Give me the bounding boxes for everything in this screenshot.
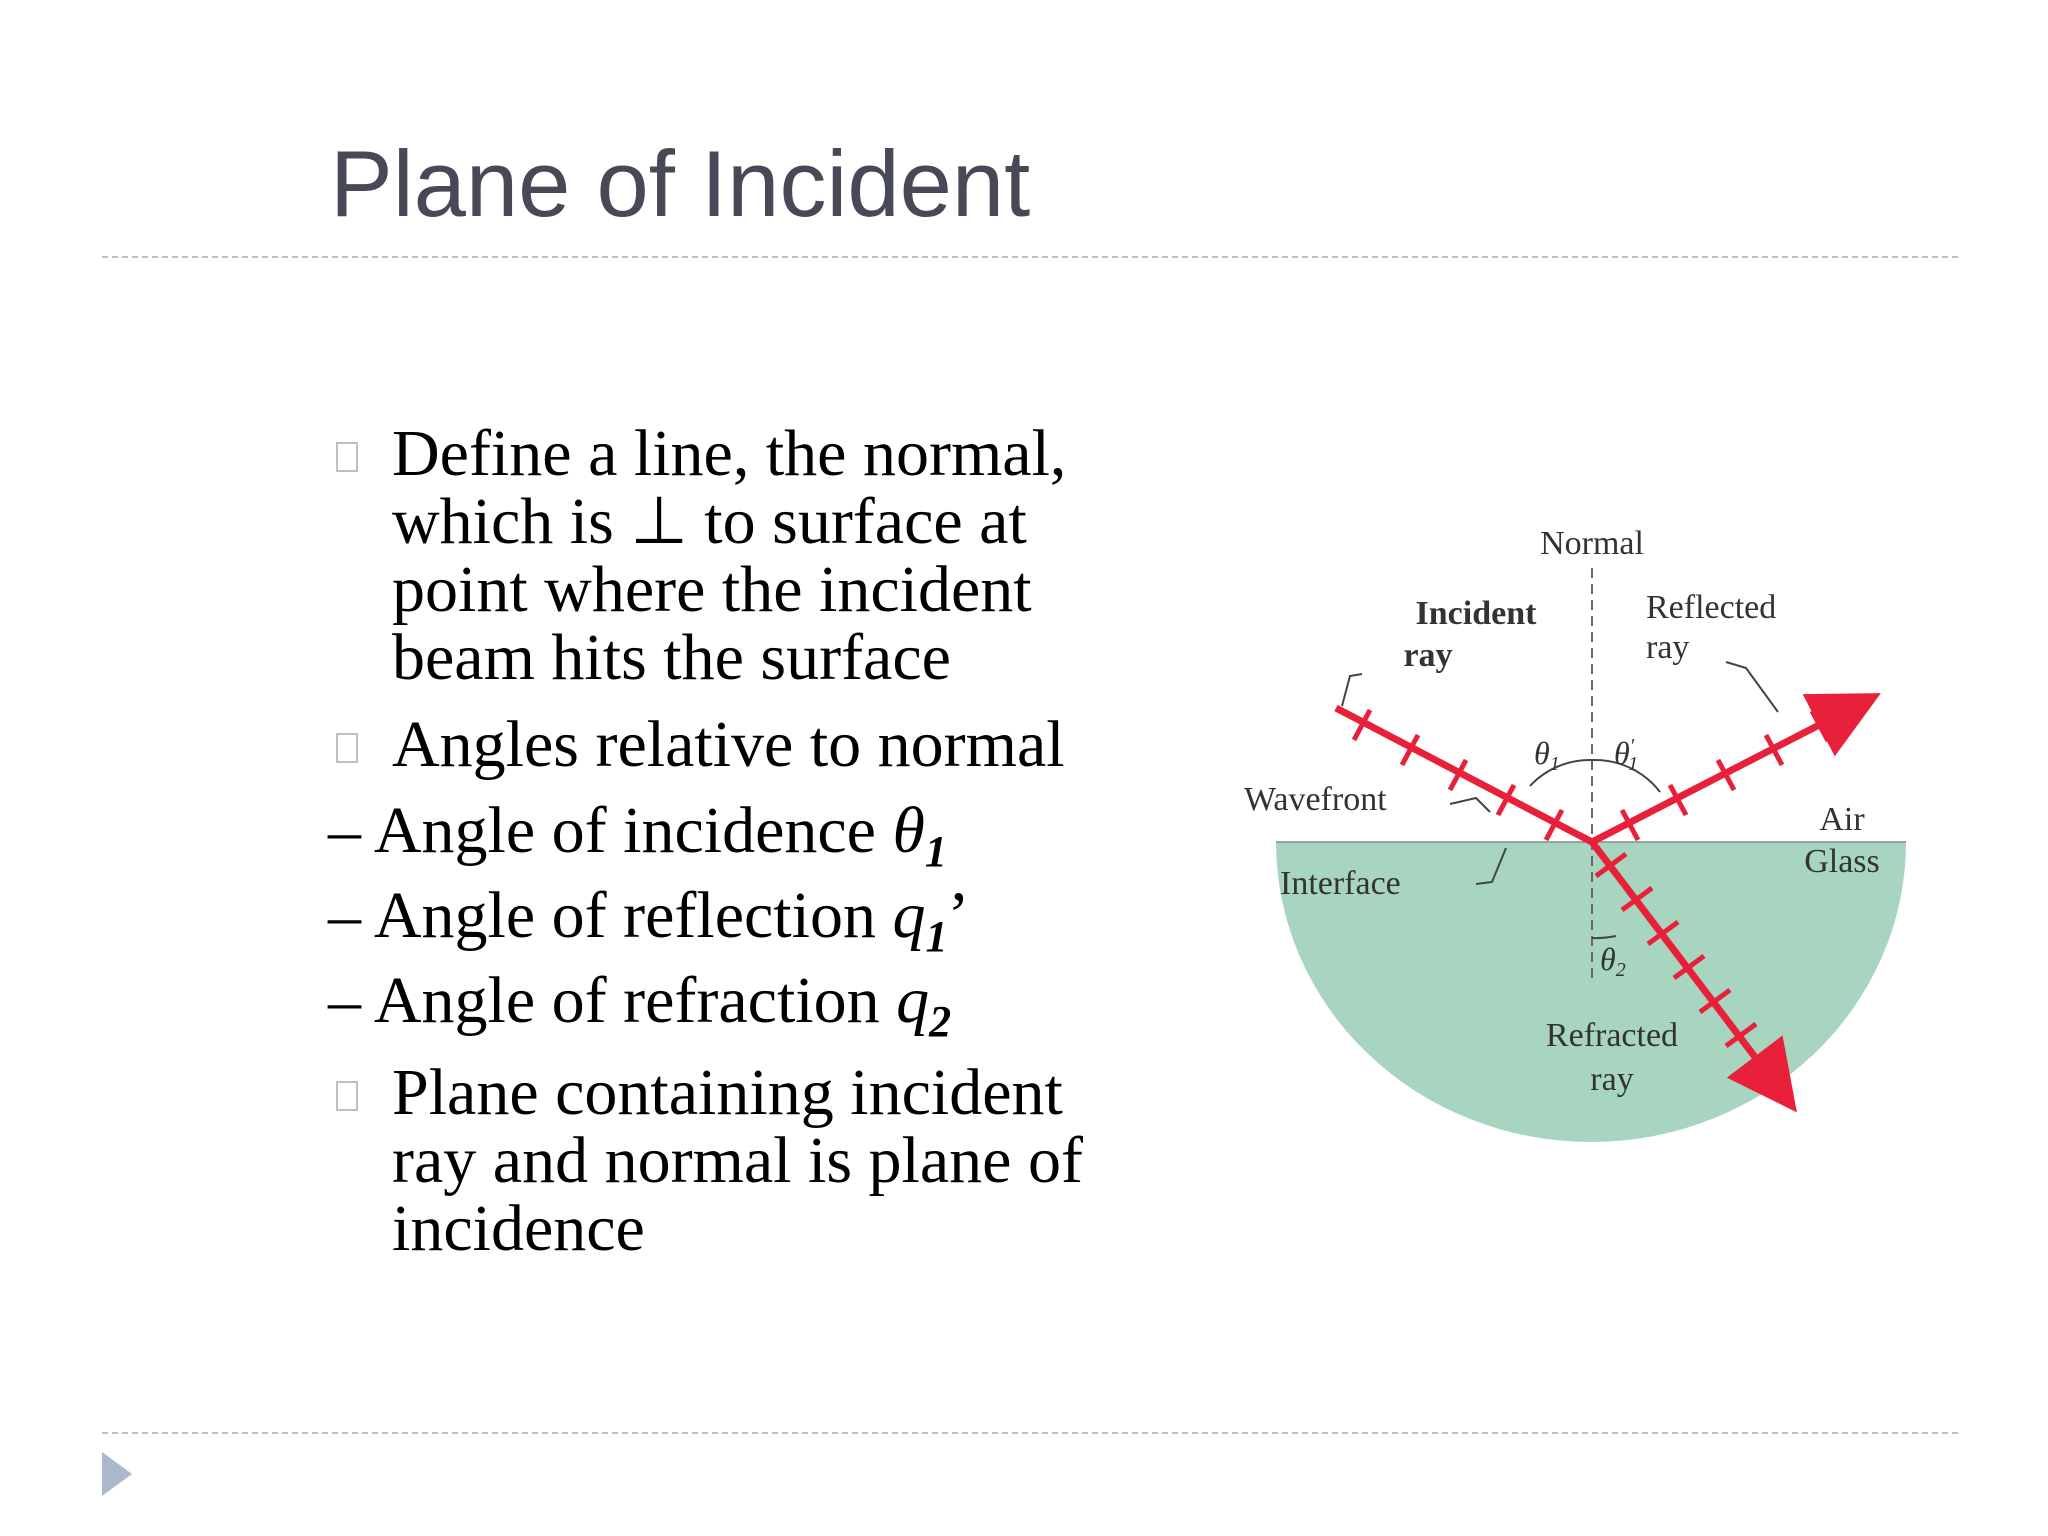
label-normal: Normal (1540, 525, 1644, 562)
sub-item-reflection: – Angle of reflection $q_1$’ (328, 879, 970, 961)
bullet-text: Angles relative to normal (392, 708, 1065, 781)
label-wavefront: Wavefront (1244, 781, 1387, 818)
label-air: Air (1819, 801, 1865, 838)
label-interface: Interface (1280, 865, 1401, 902)
bullet-box-icon (336, 442, 358, 472)
label-theta1-prime: θ′ 1 (1614, 735, 1639, 775)
incident-ray (1336, 708, 1592, 842)
sub-item-refraction: – Angle of refraction $q_2$ (328, 964, 952, 1046)
label-refracted-ray: ray (1590, 1061, 1634, 1098)
label-refracted: Refracted (1545, 1017, 1679, 1054)
title-divider (102, 256, 1958, 258)
bullet-box-icon (336, 733, 358, 763)
label-reflected-ray: ray (1646, 629, 1690, 666)
label-reflected: Reflected (1646, 589, 1777, 626)
sub-item-incidence: – Angle of incidence $\theta_1$ (328, 794, 947, 876)
slide-title: Plane of Incident (330, 131, 1031, 236)
bullet-box-icon (336, 1081, 358, 1111)
footer-divider (102, 1432, 1958, 1434)
bullet-text: Plane containing incident ray and normal is plane of incidence (392, 1056, 1083, 1265)
label-theta1: θ1 (1534, 735, 1560, 775)
bullet-text: Define a line, the normal, which is ⊥ to surface at point where the incident beam hits the surface (392, 417, 1067, 694)
label-glass: Glass (1804, 843, 1880, 880)
label-theta2: θ2 (1600, 941, 1626, 981)
label-incident-ray: ray (1403, 637, 1453, 674)
label-incident: Incident (1415, 595, 1537, 632)
play-arrow-icon (102, 1452, 132, 1496)
refraction-diagram (1240, 500, 1940, 1160)
